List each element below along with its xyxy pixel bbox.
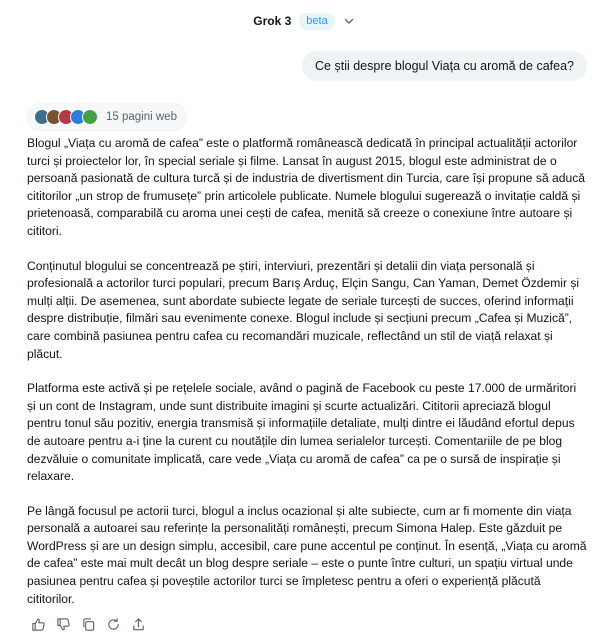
assistant-answer [27,135,587,625]
model-header [0,10,608,32]
thumbs-down-icon[interactable] [55,616,71,632]
beta-badge: beta [299,13,334,30]
copy-icon[interactable] [80,616,96,632]
source-favicons [34,109,98,125]
chevron-down-icon[interactable] [343,15,355,27]
sources-count-label: 15 pagini web [106,111,177,123]
thumbs-up-icon[interactable] [30,616,46,632]
user-message-bubble [302,51,587,81]
source-favicon-icon [82,109,98,125]
model-name: Grok 3 [253,14,292,28]
response-actions [30,616,146,632]
share-icon[interactable] [130,616,146,632]
answer-paragraph: Platforma este activă și pe rețelele sociale, având o pagină de Facebook cu peste 17.000 de urmăritori și un cont de Instagram, unde sunt distribuite imagini și scurte actualizări. Cititorii apreciază blogul pentru tonul său pozitiv, energia transmisă și informațiile detaliate, mulți dintre ei lăudând efortul depus de autoare pentru a-i ține la curent cu noutățile din lumea serialelor turcești. Comentariile de pe blog dezvăluie o comunitate implicată, care vede „Viața cu aromă de cafea” ca pe o sursă de inspirație și relaxare. [27,381,577,484]
answer-paragraph: Pe lângă focusul pe actorii turci, blogul a inclus ocazional și alte subiecte, cum ar fi momente din viața personală a autoarei sau referințe la personalități românești, precum Simona Halep. Este găzduit pe WordPress și are un design simplu, accesibil, care pune accentul pe conținut. În esență, „Viața cu aromă de cafea” este mai mult decât un blog despre seriale – este o punte între culturi, un spațiu virtual unde pasiunea pentru cafea și poveștile actorilor turci se împletesc pentru a oferi o experiență plăcută cititorilor. [27,503,587,606]
answer-paragraph: Conținutul blogului se concentrează pe știri, interviuri, prezentări și detalii din viața personală și profesională a actorilor turci populari, precum Barış Arduç, Elçin Sangu, Can Yaman, Demet Özdemir și mulți alții. De asemenea, sunt abordate subiecte legate de seriale turcești de succes, oferind informații despre distribuție, filmări sau evenimente conexe. Blogul include și secțiuni precum „Cafea și Muzică”, care combină pasiunea pentru cafea cu recomandări muzicale, reflectând un stil de viață relaxat și plăcut. [27,258,580,361]
regenerate-icon[interactable] [105,616,121,632]
web-sources-button[interactable] [27,103,186,131]
user-message-text: Ce știi despre blogul Viața cu aromă de cafea? [315,59,574,73]
answer-paragraph: Blogul „Viața cu aromă de cafea” este o platformă românească dedicată în principal actualității actorilor turci și proiectelor lor, în special seriale și filme. Lansat în august 2015, blogul este administrat de o persoană pasionată de cultura turcă și de industria de divertisment din Turcia, care își propune să aducă cititorilor „un strop de frumusețe” prin articolele publicate. Numele blogului sugerează o invitație caldă și prietenoasă, comparabilă cu aroma unei cești de cafea, menită să creeze o conexiune între autoare și cititori. [27,136,585,238]
